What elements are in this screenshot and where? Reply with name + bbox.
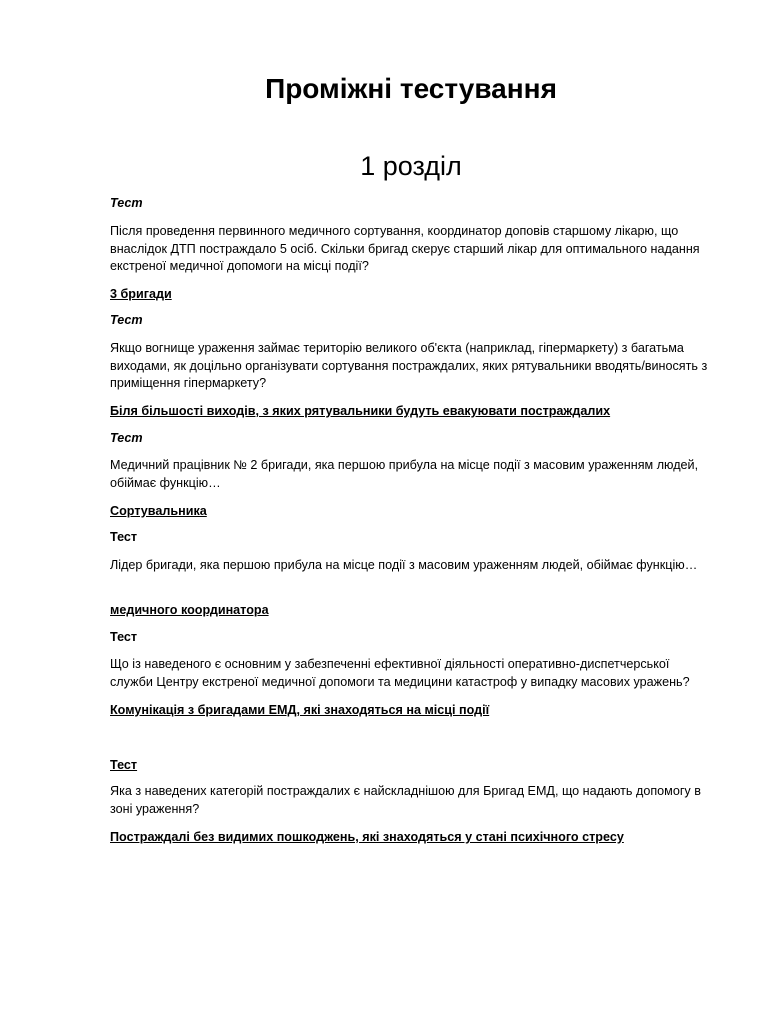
answer-text: медичного координатора <box>110 603 269 617</box>
test-label: Тест <box>110 313 143 327</box>
answer-text: Сортувальника <box>110 504 207 518</box>
question-text: Якщо вогнище ураження займає територію великого об'єкта (наприклад, гіпермаркету) з багатьма виходами, як доцільно організувати сортування постраждалих, яких рятувальники вводять/виносять з приміщення гіпермаркету? <box>110 341 708 390</box>
question-text: Лідер бригади, яка першою прибула на місце події з масовим ураженням людей, обіймає функцію… <box>110 558 698 572</box>
document-title: Проміжні тестування <box>265 73 557 104</box>
test-label: Тест <box>110 196 143 210</box>
answer-text: Постраждалі без видимих пошкоджень, які знаходяться у стані психічного стресу <box>110 830 624 844</box>
test-label: Тест <box>110 758 138 772</box>
question-text: Яка з наведених категорій постраждалих є найскладнішою для Бригад ЕМД, що надають допомогу в зоні ураження? <box>110 784 701 816</box>
answer-text: Комунікація з бригадами ЕМД, які знаходяться на місці події <box>110 703 490 717</box>
question-text: Медичний працівник № 2 бригади, яка першою прибула на місце події з масовим ураженням людей, обіймає функцію… <box>110 458 699 490</box>
answer-text: 3 бригади <box>110 287 172 301</box>
question-text: Що із наведеного є основним у забезпеченні ефективної діяльності оперативно-диспетчерської служби Центру екстреної медичної допомоги та медицини катастроф у випадку масових уражень? <box>110 657 690 689</box>
test-label: Тест <box>110 530 138 544</box>
question-text: Після проведення первинного медичного сортування, координатор доповів старшому лікарю, що внаслідок ДТП постраждало 5 осіб. Скільки бригад скерує старший лікар для оптимального надання екстреної медичної допомоги на місці події? <box>110 224 700 273</box>
test-label: Тест <box>110 630 138 644</box>
answer-text: Біля більшості виходів, з яких рятувальники будуть евакуювати постраждалих <box>110 404 611 418</box>
section-title: 1 розділ <box>360 151 462 181</box>
test-label: Тест <box>110 431 143 445</box>
